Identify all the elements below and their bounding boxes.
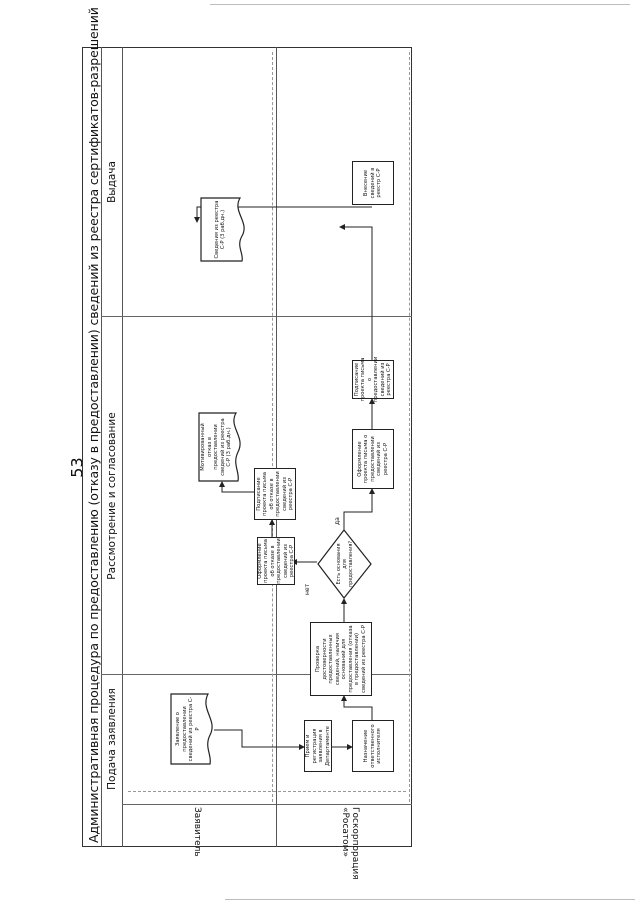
step-approval-sign: Подписание проекта письма о предоставлении сведений из реестра С-Р [353,356,392,403]
page-number: 53 [67,457,87,478]
step-receipt: Прием и регистрация заявления в Департаменте [304,720,332,772]
step-refusal-draft: Оформление проекта письма об отказе в предоставлении сведений из реестра С-Р [256,538,295,584]
step-check: Проверка достоверности предоставленных сведений, наличия оснований для предоставления (отказа в предоставлении) сведений из реестра С-Р [310,622,372,696]
output-document [200,197,250,262]
output-document-text: Сведения из реестра С-Р (3 раб.дн.) [213,200,226,259]
decision-text: Есть основания для предоставления? [335,540,354,588]
process-diagram [82,7,412,880]
phase-issue: Выдача [106,161,118,203]
step-assign-executor: Назначение ответственного исполнителя [352,720,394,772]
refusal-document [198,412,244,482]
application-document-text: Заявление о предоставлении сведений из реестра С-Р [175,696,201,762]
decision-yes-label: да [334,517,341,525]
lane-rosatom: Госкорпорация «Росатом» [340,807,360,880]
decision-no-label: нет [304,583,311,595]
phase-review: Рассмотрение и согласование [106,412,118,580]
scan-bottom-line [225,899,635,900]
step-approval-draft: Оформление проекта письма о предоставлении сведений из реестра С-Р [352,429,394,489]
scan-top-line [210,4,630,5]
step-refusal-sign: Подписание проекта письма об отказе в предоставлении сведений из реестра С-Р [254,468,296,520]
refusal-document-text: Мотивированный отказ в предоставлении сведений из реестра С-Р (3 раб.дн.) [200,418,233,476]
phase-submission: Подача заявления [106,688,118,790]
step-registry-entry: Внесение сведений в реестр С-Р [352,161,394,205]
decision-diamond [317,529,372,599]
lane-applicant: Заявитель [192,807,202,857]
application-document [170,693,216,765]
diagram-title: Административная процедура по предоставлению (отказу в предоставлении) сведений из реестра сертификатов-разрешений [86,7,101,843]
